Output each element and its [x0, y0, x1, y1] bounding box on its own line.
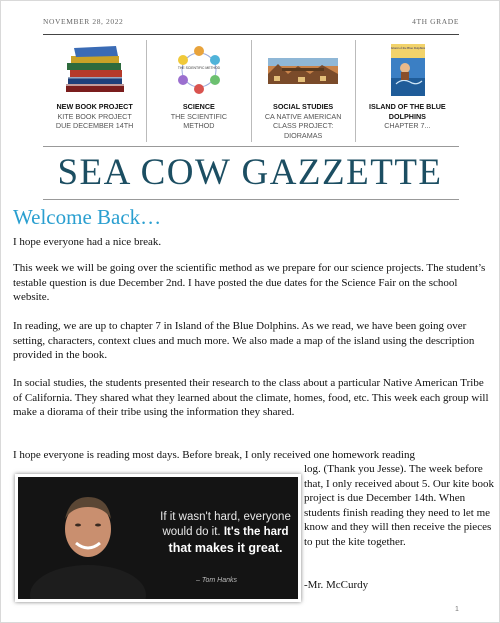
quote-line-1: If it wasn't hard, everyone: [160, 511, 291, 523]
feature-caption: SOCIAL STUDIES CA NATIVE AMERICAN CLASS PROJECT: DIORAMAS: [264, 102, 342, 140]
article-heading: Welcome Back…: [13, 205, 162, 229]
book-stack-icon: [60, 44, 130, 96]
paragraph-homework-continued: log. (Thank you Jesse). The week before that, I only received about 5. Our kite book project is due December 14th. When students finish reading they need to let me know and they will then receive the pieces to put the kite together.: [304, 463, 495, 548]
feature-new-book-project[interactable]: [43, 40, 146, 142]
paragraph-reading: In reading, we are up to chapter 7 in Island of the Blue Dolphins. As we read, we have been going over setting, characters, context clues and much more. We also made a map of the island using the description provided in the book.: [13, 320, 475, 362]
page-number: 1: [455, 606, 459, 613]
issue-date: NOVEMBER 28, 2022: [43, 17, 124, 26]
quote-image: [15, 474, 301, 602]
scientific-method-cycle-icon: [164, 44, 234, 96]
feature-island-blue-dolphins[interactable]: [355, 40, 459, 142]
top-bar: [43, 15, 459, 31]
masthead-title: SEA COW GAZZETTE: [57, 152, 443, 193]
feature-science[interactable]: [146, 40, 250, 142]
portrait-photo: [18, 477, 158, 599]
feature-social-studies[interactable]: [251, 40, 355, 142]
feature-caption: NEW BOOK PROJECT KITE BOOK PROJECT DUE DECEMBER 14TH: [55, 102, 134, 130]
top-rule: [43, 34, 459, 35]
paragraph-greeting: I hope everyone had a nice break.: [13, 236, 162, 248]
feature-strip: [43, 40, 459, 142]
feature-caption: SCIENCE THE SCIENTIFIC METHOD: [170, 102, 228, 130]
masthead-rule-top: [43, 146, 459, 147]
native-american-banner-icon: [255, 44, 351, 96]
cover-title: Island of the Blue Dolphins: [391, 46, 426, 50]
masthead-rule-bottom: [43, 199, 459, 200]
paragraph-social-studies: In social studies, the students presented their research to the class about a particular Native American Tribe of California. They shared what they learned about the climate, homes, food, etc. This week each group will make a diorama of their tribe using the information they shared.: [13, 377, 489, 419]
book-cover-icon: [372, 44, 442, 96]
quote-line-3: that makes it great.: [168, 541, 283, 555]
graphic-title: THE SCIENTIFIC METHOD: [177, 66, 220, 70]
quote-line-2: would do it. It's the hard: [162, 526, 289, 538]
grade-label: 4TH GRADE: [412, 17, 459, 26]
quote-author: – Tom Hanks: [196, 577, 237, 584]
signature: -Mr. McCurdy: [304, 579, 369, 591]
paragraph-science: This week we will be going over the scientific method as we prepare for our science projects. The student’s testable question is due December 2nd. I have posted the due dates for the Science Fair on the school website.: [13, 262, 486, 304]
feature-caption: ISLAND OF THE BLUE DOLPHINS CHAPTER 7...: [369, 102, 446, 130]
paragraph-homework: I hope everyone is reading most days. Before break, I only received one homework reading: [13, 449, 415, 461]
